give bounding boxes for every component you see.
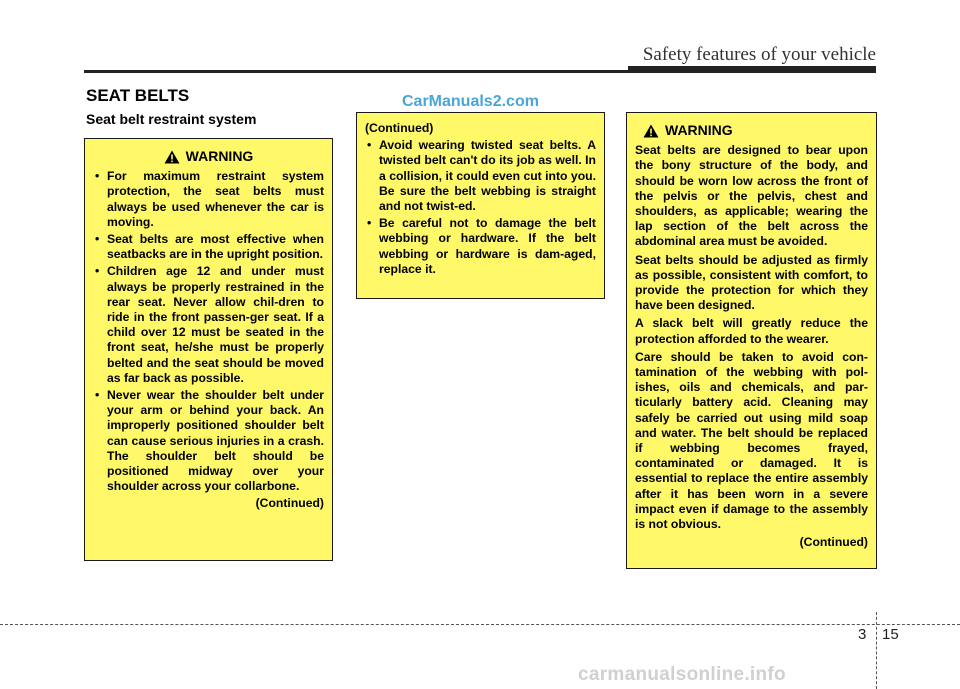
warning-header bbox=[93, 149, 324, 164]
warning-box-2 bbox=[356, 112, 605, 299]
warning-title: WARNING bbox=[665, 122, 733, 138]
list-item: • Be careful not to damage the belt webbing or hardware. If the belt webbing or hardware is dam-aged, replace it. bbox=[365, 216, 596, 277]
footer-divider bbox=[876, 612, 877, 689]
continued-header: (Continued) bbox=[365, 121, 434, 135]
section-heading: SEAT BELTS bbox=[86, 86, 190, 105]
warning-paragraph: Care should be taken to avoid con-tamination of the webbing with pol-ishes, oils and chemicals, and par-ticularly battery acid. Cleaning may safely be carried out using mild soap and water. The belt should be replaced if webbing becomes frayed, contaminated or damaged. It is essential to replace the entire assembly after it has been worn in a severe impact even if damage to the assembly is not obvious. bbox=[635, 349, 868, 532]
list-item: • Seat belts are most effective when seatbacks are in the upright position. bbox=[93, 232, 324, 262]
warning-title: WARNING bbox=[185, 148, 254, 164]
warning-triangle-icon bbox=[643, 124, 659, 138]
page-number: 15 bbox=[882, 626, 899, 643]
header-rule-accent bbox=[628, 66, 876, 73]
warning-list bbox=[93, 169, 324, 494]
warning-list bbox=[365, 138, 596, 277]
watermark-top: CarManuals2.com bbox=[402, 93, 539, 110]
page-header-title: Safety features of your vehicle bbox=[642, 44, 876, 65]
watermark-bottom: carmanualsonline.info bbox=[578, 664, 786, 685]
warning-box-1 bbox=[84, 138, 333, 561]
continued-label: (Continued) bbox=[255, 496, 324, 511]
warning-triangle-icon bbox=[164, 150, 180, 164]
warning-box-3 bbox=[626, 112, 877, 569]
list-item: • Children age 12 and under must always be properly restrained in the rear seat. Never allow chil-dren to ride in the front passen-ger seat. If a child over 12 must be seated in the front seat, he/she must be properly belted and the seat should be moved as far back as possible. bbox=[93, 264, 324, 386]
warning-paragraph: Seat belts should be adjusted as firmly as possible, consistent with comfort, to provide the protection for which they have been designed. bbox=[635, 252, 868, 313]
footer-rule bbox=[0, 624, 960, 625]
sub-heading: Seat belt restraint system bbox=[86, 111, 257, 127]
warning-header bbox=[635, 123, 868, 138]
continued-label: (Continued) bbox=[799, 535, 868, 550]
list-item: • Avoid wearing twisted seat belts. A twisted belt can't do its job as well. In a collision, it could even cut into you. Be sure the belt webbing is straight and not twist-ed. bbox=[365, 138, 596, 214]
warning-paragraph: Seat belts are designed to bear upon the bony structure of the body, and should be worn low across the front of the pelvis or the pelvis, chest and shoulders, as applicable; wearing the lap section of the belt across the abdominal area must be avoided. bbox=[635, 143, 868, 249]
list-item: • For maximum restraint system protection, the seat belts must always be used whenever the car is moving. bbox=[93, 169, 324, 230]
list-item: • Never wear the shoulder belt under your arm or behind your back. An improperly positioned shoulder belt can cause serious injuries in a crash. The shoulder belt should be positioned midway over your shoulder across your collarbone. bbox=[93, 388, 324, 494]
warning-paragraph: A slack belt will greatly reduce the protection afforded to the wearer. bbox=[635, 316, 868, 346]
chapter-number: 3 bbox=[858, 626, 867, 643]
